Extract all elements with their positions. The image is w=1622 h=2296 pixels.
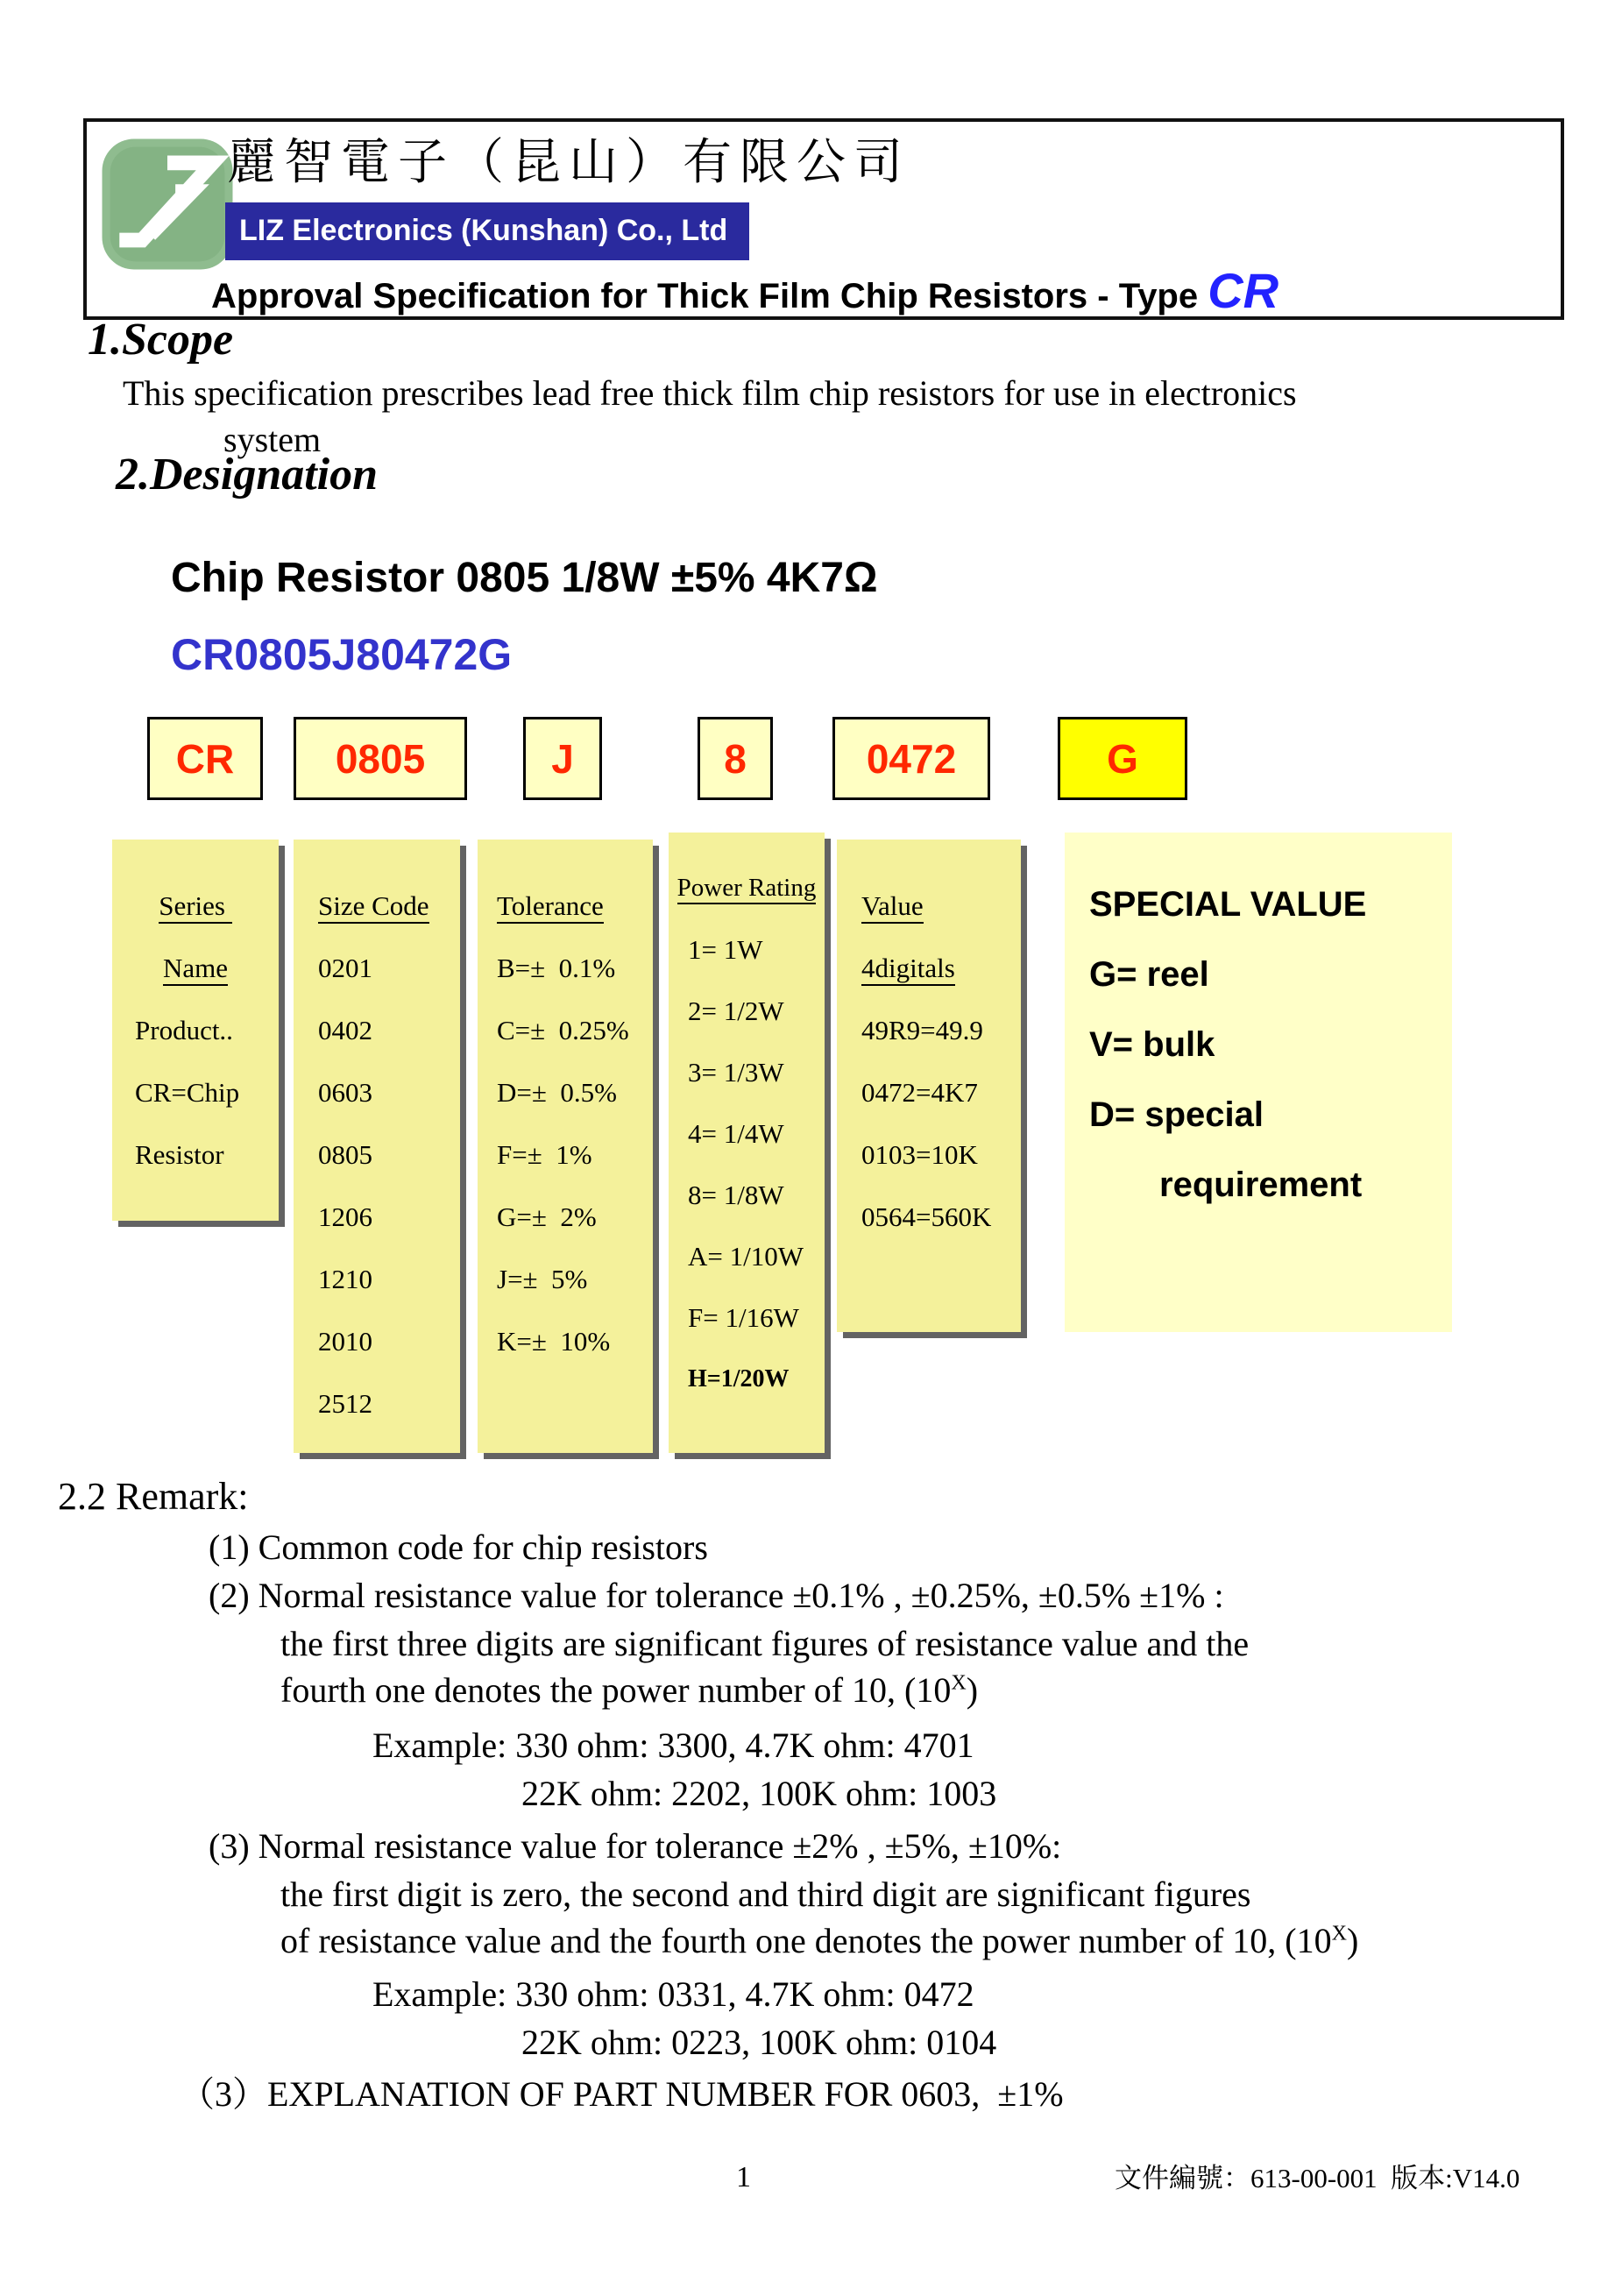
value-row: 0564=560K — [861, 1201, 992, 1232]
example-part-number: CR0805J80472G — [171, 630, 513, 679]
type-code: CR — [1208, 263, 1279, 318]
scope-text-line2: system — [223, 420, 322, 459]
remark-line: （3）EXPLANATION OF PART NUMBER FOR 0603, ±1% — [180, 2074, 1064, 2114]
remark-line: the first three digits are significant figures of resistance value and the — [280, 1624, 1250, 1663]
power-rating-row: 4= 1/4W — [688, 1118, 784, 1149]
size-code-column — [294, 840, 460, 1453]
value-row: 49R9=49.9 — [861, 1015, 983, 1045]
document-title-text: Approval Specification for Thick Film Chip Resistors - Type — [211, 277, 1208, 315]
tolerance-row: G=± 2% — [497, 1201, 597, 1232]
code-box-tolerance: J — [523, 717, 602, 800]
example-resistor-title: Chip Resistor 0805 1/8W ±5% 4K7Ω — [171, 555, 878, 601]
code-box-value: 0472 — [832, 717, 990, 800]
special-value-row: G= reel — [1089, 955, 1209, 994]
series-header-line2: Name — [112, 937, 279, 999]
value-header-line2: 4digitals — [837, 937, 1021, 999]
size-code-row: 2512 — [318, 1388, 372, 1419]
special-value-row: V= bulk — [1089, 1025, 1215, 1064]
tolerance-column — [478, 840, 653, 1453]
power-rating-row: 3= 1/3W — [688, 1057, 784, 1088]
company-name-chinese: 麗智電子（昆山）有限公司 — [227, 136, 910, 190]
code-box-power: 8 — [698, 717, 773, 800]
document-reference: 文件編號：613-00-001 版本:V14.0 — [1115, 2163, 1520, 2193]
remark-line: (1) Common code for chip resistors — [209, 1527, 708, 1567]
remark-line: of resistance value and the fourth one denotes the power number of 10, $(10^X)$ — [280, 1921, 1359, 1960]
power-rating-row: 1= 1W — [688, 934, 763, 965]
header — [83, 118, 1564, 320]
size-code-header: Size Code — [294, 875, 460, 937]
tolerance-row: B=± 0.1% — [497, 953, 616, 983]
tolerance-row: K=± 10% — [497, 1326, 611, 1357]
scope-text-line1: This specification prescribes lead free thick film chip resistors for use in electronics — [123, 373, 1297, 413]
power-rating-row: 2= 1/2W — [688, 996, 784, 1026]
company-name-banner: LIZ Electronics (Kunshan) Co., Ltd — [225, 202, 749, 260]
designation-heading: 2.Designation — [116, 450, 379, 500]
power-rating-header: Power Rating — [669, 857, 825, 919]
series-row: Product.. — [135, 1015, 233, 1045]
value-column — [837, 840, 1021, 1332]
size-code-row: 0201 — [318, 953, 372, 983]
tolerance-row: C=± 0.25% — [497, 1015, 629, 1045]
series-row: CR=Chip — [135, 1077, 240, 1108]
power-rating-row: 8= 1/8W — [688, 1180, 784, 1210]
value-row: 0103=10K — [861, 1139, 978, 1170]
tolerance-row: F=± 1% — [497, 1139, 592, 1170]
size-code-row: 1210 — [318, 1264, 372, 1294]
value-row: 0472=4K7 — [861, 1077, 978, 1108]
special-value-title: SPECIAL VALUE — [1089, 885, 1367, 924]
code-box-special: G — [1058, 717, 1187, 800]
size-code-row: 1206 — [318, 1201, 372, 1232]
page-number: 1 — [736, 2161, 751, 2193]
size-code-row: 0603 — [318, 1077, 372, 1108]
power-rating-row: A= 1/10W — [688, 1241, 804, 1272]
value-header-line1: Value — [837, 875, 1021, 937]
series-row: Resistor — [135, 1139, 224, 1170]
remark-line: (3) Normal resistance value for tolerance ±2% , ±5%, ±10%: — [209, 1826, 1062, 1866]
remark-line: fourth one denotes the power number of 10, $(10^X)$ — [280, 1670, 979, 1710]
power-rating-row-last: H=1/20W — [688, 1365, 790, 1392]
remark-line: the first digit is zero, the second and third digit are significant figures — [280, 1874, 1251, 1914]
special-value-column — [1065, 833, 1452, 1332]
tolerance-row: D=± 0.5% — [497, 1077, 617, 1108]
power-rating-row: F= 1/16W — [688, 1302, 799, 1333]
size-code-row: 0805 — [318, 1139, 372, 1170]
size-code-row: 2010 — [318, 1326, 372, 1357]
remark-line: Example: 330 ohm: 3300, 4.7K ohm: 4701 — [372, 1726, 974, 1765]
remark-line: 22K ohm: 0223, 100K ohm: 0104 — [521, 2023, 997, 2062]
size-code-row: 0402 — [318, 1015, 372, 1045]
series-header-line1: Series — [112, 875, 279, 937]
company-logo-icon — [101, 138, 234, 271]
special-value-row: D= special — [1089, 1095, 1264, 1134]
tolerance-header: Tolerance — [478, 875, 653, 937]
code-box-series: CR — [147, 717, 263, 800]
remark-line: 22K ohm: 2202, 100K ohm: 1003 — [521, 1774, 997, 1813]
tolerance-row: J=± 5% — [497, 1264, 588, 1294]
remark-heading: 2.2 Remark: — [58, 1475, 249, 1518]
remark-line: Example: 330 ohm: 0331, 4.7K ohm: 0472 — [372, 1974, 974, 2014]
series-column — [112, 840, 279, 1221]
special-value-row: requirement — [1159, 1166, 1363, 1204]
code-box-size: 0805 — [294, 717, 467, 800]
power-rating-column — [669, 833, 825, 1453]
document-title — [211, 262, 1543, 319]
scope-heading: 1.Scope — [88, 315, 234, 365]
remark-line: (2) Normal resistance value for tolerance ±0.1% , ±0.25%, ±0.5% ±1% : — [209, 1576, 1224, 1615]
